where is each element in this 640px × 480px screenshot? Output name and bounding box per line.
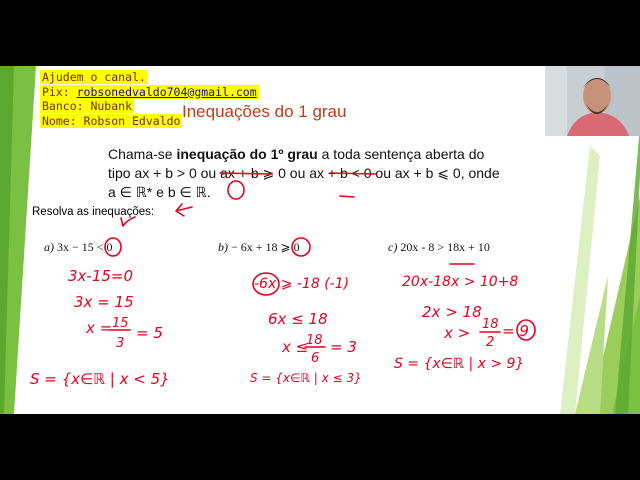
definition-bold: inequação do 1º grau: [176, 146, 318, 162]
hw-a-den: 3: [116, 336, 125, 351]
definition-text: [108, 145, 508, 202]
hw-c-result: = 9: [502, 322, 529, 340]
hw-a-num: 15: [112, 316, 129, 331]
hw-a-solution: S = {x∈ℝ | x < 5}: [30, 370, 170, 388]
pix-email-link[interactable]: robsonedvaldo704@gmail.com: [76, 84, 257, 99]
problem-b-expression: − 6x + 18 ⩾ 0: [231, 240, 300, 254]
hw-b-num: 18: [306, 333, 323, 348]
hw-a-step3: x =: [86, 319, 113, 337]
hw-c-step2: 2x > 18: [422, 303, 482, 321]
definition-prefix: Chama-se: [108, 146, 177, 162]
instruction: Resolva as inequações:: [32, 206, 155, 218]
problem-c-label: c): [388, 240, 398, 254]
definition-rest: a toda sentença aberta do tipo ax + b > 0 ou ax + b ⩾ 0 ou ax + b < 0 ou ax + b ⩽ 0, onde a ∈ ℝ* e b ∈ ℝ.: [108, 146, 500, 200]
problem-a-label: a): [44, 240, 54, 254]
problem-a: [44, 240, 113, 255]
problem-b: [218, 240, 300, 255]
hw-a-step2: 3x = 15: [74, 293, 134, 311]
name-line: Nome: Robson Edvaldo: [42, 113, 181, 128]
hw-b-step1: -6x ⩾ -18 (-1): [254, 276, 350, 292]
pix-label: Pix:: [42, 84, 77, 99]
webcam-overlay: [545, 66, 640, 136]
hw-c-num: 18: [482, 317, 499, 332]
hw-b-step2: 6x ≤ 18: [268, 310, 328, 328]
hw-b-solution: S = {x∈ℝ | x ≤ 3}: [250, 371, 362, 385]
bank-line: Banco: Nubank: [42, 99, 133, 113]
hw-c-step1: 20x-18x > 10+8: [402, 274, 519, 290]
hw-c-step3: x >: [444, 324, 471, 342]
hw-c-solution: S = {x∈ℝ | x > 9}: [394, 356, 525, 372]
hw-a-step1: 3x-15=0: [68, 267, 134, 285]
promo-line-1: Ajudem o canal.: [42, 70, 146, 84]
slide-title: Inequações do 1 grau: [182, 102, 347, 121]
hw-b-step3: x ≤: [282, 338, 309, 356]
hw-b-result: = 3: [330, 338, 357, 356]
problem-c: [388, 240, 490, 255]
presenter-avatar: [545, 66, 640, 136]
problem-b-label: b): [218, 240, 228, 254]
hw-a-result: = 5: [136, 324, 163, 342]
hw-b-den: 6: [311, 351, 320, 366]
hw-c-den: 2: [486, 335, 495, 350]
problem-a-expression: 3x − 15 < 0: [57, 240, 113, 254]
problem-c-expression: 20x - 8 > 18x + 10: [400, 240, 490, 254]
slide: [0, 66, 640, 414]
